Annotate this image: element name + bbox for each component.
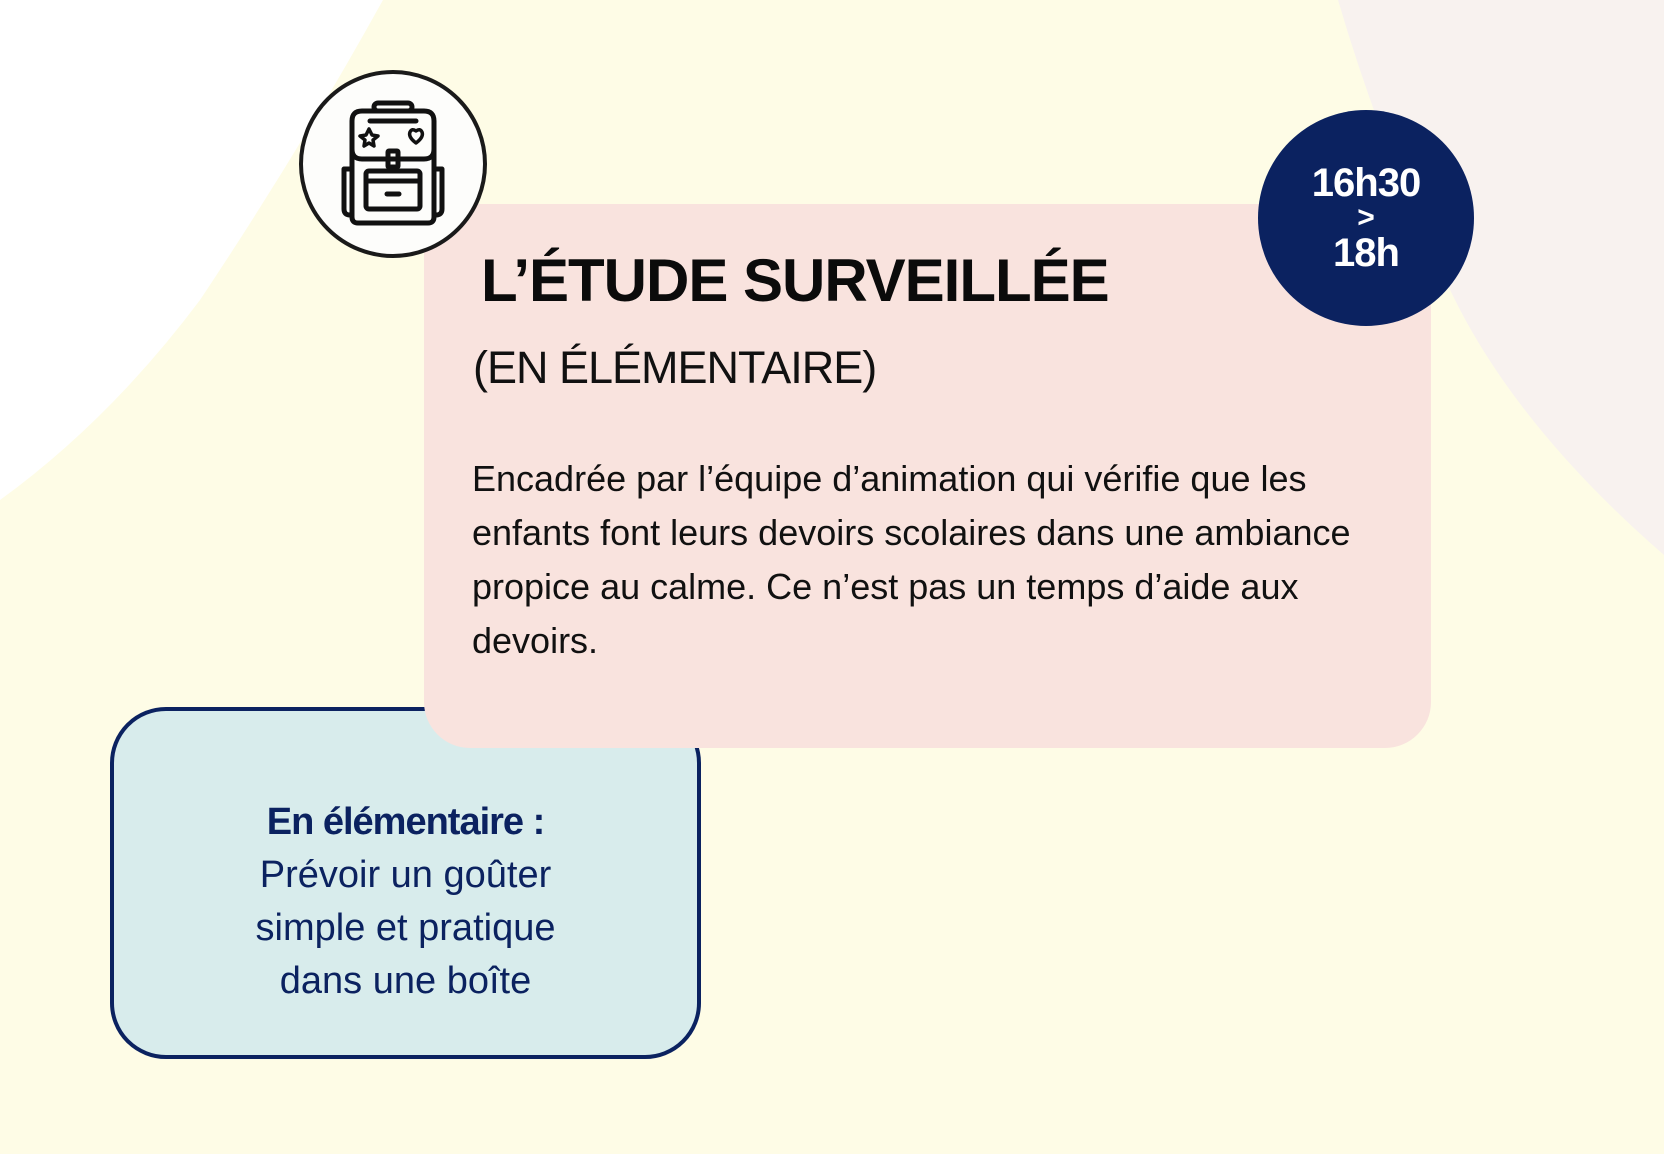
time-end: 18h (1333, 231, 1399, 275)
time-badge (1258, 110, 1474, 326)
backpack-icon-badge (299, 70, 487, 258)
backpack-icon (338, 99, 448, 229)
activity-subtitle: (EN ÉLÉMENTAIRE) (473, 342, 877, 393)
activity-card (424, 201, 1431, 748)
note-box (110, 707, 701, 1059)
top-left-white-shape (0, 0, 383, 500)
note-line: dans une boîte (279, 960, 532, 1002)
time-start: 16h30 (1311, 161, 1421, 205)
activity-title: L’ÉTUDE SURVEILLÉE (481, 247, 1109, 314)
activity-description: Encadrée par l’équipe d’animation qui vérifie que les enfants font leurs devoirs scolaires dans une ambiance propice au calme. Ce n’est pas un temps d’aide aux devoirs. (472, 458, 1351, 661)
note-lead: En élémentaire : (266, 801, 545, 843)
note-line: simple et pratique (255, 907, 556, 949)
time-separator: > (1357, 201, 1375, 234)
note-line: Prévoir un goûter (259, 854, 552, 896)
note-text (114, 796, 697, 1008)
